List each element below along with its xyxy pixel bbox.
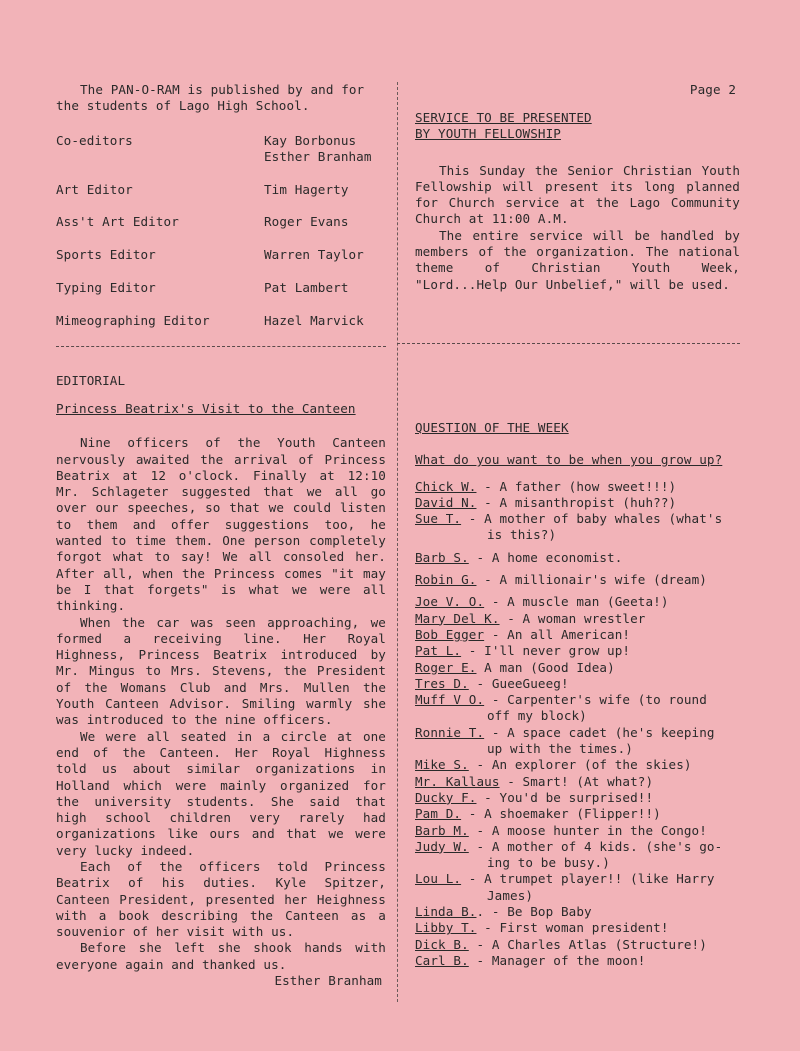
answer-name: Sue T. bbox=[415, 511, 462, 527]
staff-names bbox=[264, 247, 386, 263]
qotw-answer bbox=[415, 660, 740, 676]
answer-text: - A mother of baby whales (what's bbox=[461, 511, 723, 527]
service-body bbox=[415, 163, 740, 293]
qotw-answer bbox=[415, 572, 740, 588]
qotw-answer bbox=[415, 611, 740, 627]
service-paragraph: The entire service will be handled by members of the organization. The national theme of Christian Youth Week, "Lord...Help Our Unbelief," will be used. bbox=[415, 227, 740, 292]
answer-continuation: off my block) bbox=[487, 708, 587, 724]
answer-text: - Manager of the moon! bbox=[468, 952, 646, 968]
service-title bbox=[415, 110, 740, 143]
editorial-paragraph: Nine officers of the Youth Canteen nervously awaited the arrival of Princess Beatrix at 12 o'clock. Finally at 12:10 Mr. Schlageter suggested that we all go over our speeches, so that we could listen to them and offer suggestions too, he wanted to time them. One person completely forgot what to say! We all consoled her. After all, when the Princess comes "it may be I that forgets" is what we were all thinking. bbox=[56, 435, 386, 614]
qotw-answer bbox=[415, 937, 740, 953]
answer-name: Mike S. bbox=[415, 757, 469, 773]
answer-text: - An all American! bbox=[484, 626, 631, 642]
qotw-answer bbox=[415, 550, 740, 566]
answer-text: - I'll never grow up! bbox=[461, 643, 631, 659]
answer-name: Lou L. bbox=[415, 871, 462, 887]
service-title-line1: SERVICE TO BE PRESENTED bbox=[415, 110, 592, 125]
staff-row bbox=[56, 133, 386, 166]
answer-text: - A misanthropist (huh??) bbox=[476, 494, 677, 510]
qotw-answer bbox=[415, 676, 740, 692]
qotw-answer bbox=[415, 479, 740, 495]
answer-name: Barb S. bbox=[415, 549, 469, 565]
answer-text: A man (Good Idea) bbox=[476, 659, 615, 675]
qotw-label: QUESTION OF THE WEEK bbox=[415, 419, 569, 435]
service-title-line2: BY YOUTH FELLOWSHIP bbox=[415, 126, 561, 142]
qotw-answer bbox=[415, 627, 740, 643]
masthead bbox=[56, 82, 386, 115]
answer-name: Mr. Kallaus bbox=[415, 773, 500, 789]
editorial-paragraph: Each of the officers told Princess Beatrix of his duties. Kyle Spitzer, Canteen President, presented her Heighness with a book describing the Canteen as a souvenior of her visit with us. bbox=[56, 858, 386, 940]
qotw-answer bbox=[415, 823, 740, 839]
answer-name: Pat L. bbox=[415, 643, 462, 659]
answer-name: Barb M. bbox=[415, 822, 469, 838]
answer-name: Mary Del K. bbox=[415, 610, 500, 626]
answer-text: - Smart! (At what?) bbox=[499, 773, 654, 789]
staff-role: Co-editors bbox=[56, 132, 133, 148]
answer-text: - A home economist. bbox=[468, 549, 623, 565]
qotw-answer bbox=[415, 806, 740, 822]
qotw-answer bbox=[415, 757, 740, 773]
qotw-answer bbox=[415, 643, 740, 659]
qotw-answer bbox=[415, 725, 740, 741]
qotw-answer bbox=[415, 920, 740, 936]
qotw-answers bbox=[415, 479, 740, 970]
answer-text: - An explorer (of the skies) bbox=[468, 757, 692, 773]
section-divider bbox=[56, 346, 386, 347]
qotw-question: What do you want to be when you grow up? bbox=[415, 452, 723, 468]
section-divider bbox=[397, 343, 740, 344]
answer-name: Ronnie T. bbox=[415, 724, 485, 740]
answer-text: . - Be Bop Baby bbox=[476, 903, 592, 919]
answer-text: - A father (how sweet!!!) bbox=[476, 478, 677, 494]
answer-name: Joe V. O. bbox=[415, 594, 485, 610]
answer-name: Roger E. bbox=[415, 659, 477, 675]
answer-name: Dick B. bbox=[415, 936, 469, 952]
answer-text: - A millionair's wife (dream) bbox=[476, 572, 707, 588]
qotw-answer bbox=[415, 839, 740, 855]
staff-names bbox=[264, 313, 386, 329]
masthead-text: The PAN-O-RAM is published by and for the students of Lago High School. bbox=[56, 82, 365, 114]
answer-text: - A mother of 4 kids. (she's go- bbox=[468, 838, 723, 854]
staff-names bbox=[264, 182, 386, 198]
answer-continuation: is this?) bbox=[487, 527, 557, 543]
answer-name: Tres D. bbox=[415, 675, 469, 691]
answer-name: Ducky F. bbox=[415, 789, 477, 805]
staff-names bbox=[264, 280, 386, 296]
answer-text: - A muscle man (Geeta!) bbox=[484, 594, 669, 610]
staff-role: Art Editor bbox=[56, 181, 133, 197]
staff-name: Warren Taylor bbox=[264, 247, 364, 263]
staff-row bbox=[56, 313, 386, 329]
answer-text: - A woman wrestler bbox=[499, 610, 646, 626]
staff-role: Ass't Art Editor bbox=[56, 214, 179, 230]
service-paragraph: This Sunday the Senior Christian Youth Fellowship will present its long planned for Church service at the Lago Community Church at 11:00 A.M. bbox=[415, 162, 740, 227]
staff-role: Mimeographing Editor bbox=[56, 312, 210, 328]
qotw-answer bbox=[415, 774, 740, 790]
editorial-paragraph: We were all seated in a circle at one end of the Canteen. Her Royal Highness told us about similar organizations in Holland which were mainly organized for the university students. She said that high school children very rarely had organizations like ours and that we were very lucky indeed. bbox=[56, 728, 386, 858]
answer-name: Chick W. bbox=[415, 478, 477, 494]
answer-continuation: ing to be busy.) bbox=[487, 855, 610, 871]
qotw-answer bbox=[415, 692, 740, 708]
answer-continuation: James) bbox=[487, 887, 534, 903]
qotw-answer bbox=[415, 594, 740, 610]
answer-text: - GueeGueeg! bbox=[468, 675, 569, 691]
staff-list bbox=[56, 133, 386, 330]
staff-name: Hazel Marvick bbox=[264, 312, 364, 328]
qotw-answer bbox=[415, 871, 740, 887]
answer-text: - Carpenter's wife (to round bbox=[484, 692, 707, 708]
answer-text: - A shoemaker (Flipper!!) bbox=[461, 806, 661, 822]
editorial-signature: Esther Branham bbox=[274, 973, 382, 989]
editorial-label: EDITORIAL bbox=[56, 372, 126, 388]
page-number: Page 2 bbox=[689, 82, 736, 97]
staff-names bbox=[264, 214, 386, 230]
answer-name: Linda B. bbox=[415, 903, 477, 919]
qotw-answer bbox=[415, 904, 740, 920]
answer-text: - A Charles Atlas (Structure!) bbox=[468, 936, 707, 952]
staff-role: Typing Editor bbox=[56, 280, 156, 296]
staff-name: Pat Lambert bbox=[264, 280, 349, 296]
qotw-answer bbox=[415, 511, 740, 527]
editorial-paragraph: Before she left she shook hands with everyone again and thanked us. bbox=[56, 940, 386, 972]
staff-name: Kay Borbonus bbox=[264, 132, 357, 148]
staff-names bbox=[264, 133, 386, 166]
staff-role: Sports Editor bbox=[56, 247, 156, 263]
answer-name: Muff V O. bbox=[415, 692, 485, 708]
right-column bbox=[415, 82, 740, 969]
qotw-answer bbox=[415, 495, 740, 511]
staff-name: Roger Evans bbox=[264, 214, 349, 230]
staff-row bbox=[56, 247, 386, 263]
staff-row bbox=[56, 214, 386, 230]
answer-text: - You'd be surprised!! bbox=[476, 789, 654, 805]
editorial-title: Princess Beatrix's Visit to the Canteen bbox=[56, 400, 356, 416]
column-divider bbox=[397, 82, 398, 1002]
answer-text: - A space cadet (he's keeping bbox=[484, 724, 715, 740]
answer-name: David N. bbox=[415, 494, 477, 510]
staff-name: Tim Hagerty bbox=[264, 181, 349, 197]
answer-name: Libby T. bbox=[415, 920, 477, 936]
answer-name: Bob Egger bbox=[415, 626, 485, 642]
answer-name: Judy W. bbox=[415, 838, 469, 854]
answer-text: - First woman president! bbox=[476, 920, 669, 936]
qotw-answer bbox=[415, 953, 740, 969]
answer-continuation: up with the times.) bbox=[487, 741, 633, 757]
answer-text: - A trumpet player!! (like Harry bbox=[461, 871, 715, 887]
editorial-paragraph: When the car was seen approaching, we formed a receiving line. Her Royal Highness, Princess Beatrix introduced by Mr. Mingus to Mrs. Stevens, the President of the Womans Club and Mrs. Mullen the Youth Canteen Advisor. Smiling warmly she was introduced to the nine officers. bbox=[56, 614, 386, 728]
staff-name: Esther Branham bbox=[264, 148, 372, 164]
staff-row bbox=[56, 280, 386, 296]
staff-row bbox=[56, 182, 386, 198]
qotw-answer bbox=[415, 790, 740, 806]
answer-name: Carl B. bbox=[415, 952, 469, 968]
answer-name: Robin G. bbox=[415, 572, 477, 588]
answer-text: - A moose hunter in the Congo! bbox=[468, 822, 707, 838]
editorial-body bbox=[56, 435, 386, 973]
left-column bbox=[56, 82, 386, 989]
answer-name: Pam D. bbox=[415, 806, 462, 822]
